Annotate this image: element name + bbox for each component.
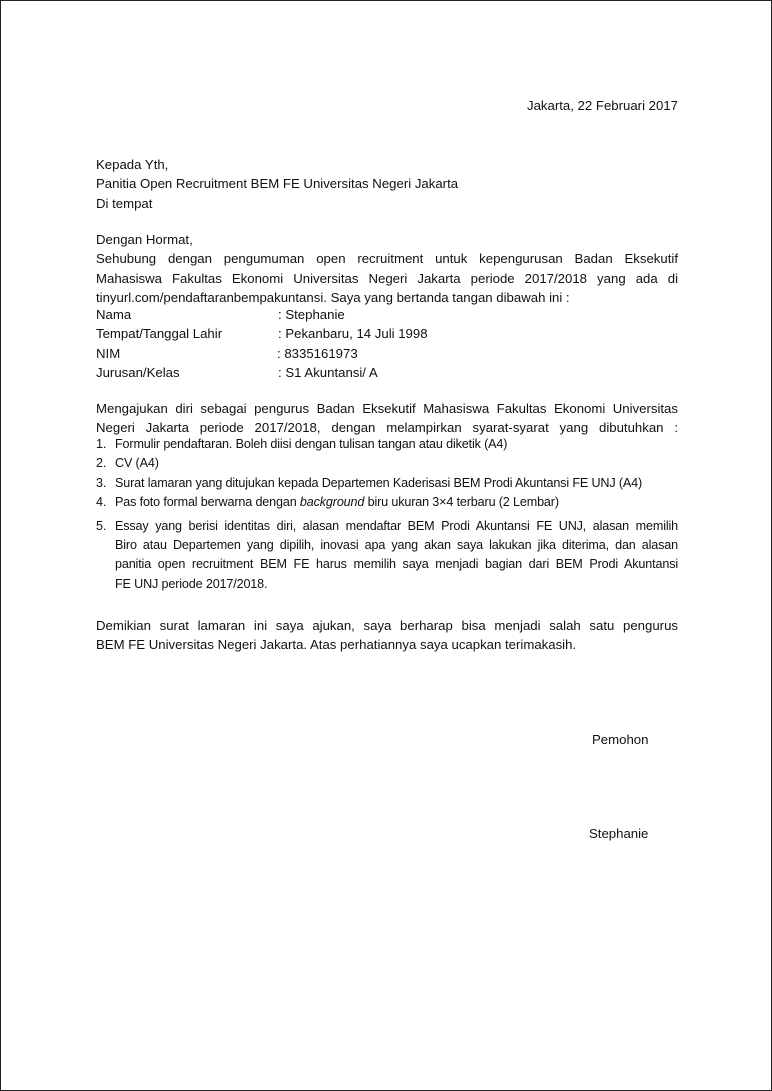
list-item (96, 435, 678, 454)
signature-name: Stephanie (589, 826, 649, 841)
list-item (96, 474, 678, 493)
list-text: Pas foto formal berwarna dengan (115, 495, 300, 510)
intro-line: Mahasiswa Fakultas Ekonomi Universitas Negeri Jakarta periode 2017/2018 yang ada di (96, 270, 678, 286)
list-text: biru ukuran 3×4 terbaru (2 Lembar) (364, 495, 559, 510)
field-row (96, 363, 678, 382)
recipient-block (96, 155, 678, 213)
greeting: Dengan Hormat, (96, 232, 193, 247)
recipient-line: Di tempat (96, 195, 153, 211)
intro-line: tinyurl.com/pendaftaranbempakuntansi. Saya yang bertanda tangan dibawah ini : (96, 290, 570, 306)
list-number: 4. (96, 495, 107, 510)
intro-block (96, 230, 678, 308)
list-item (96, 493, 678, 512)
letter-date: Jakarta, 22 Februari 2017 (526, 98, 678, 113)
recipient-line: Panitia Open Recruitment BEM FE Universitas Negeri Jakarta (96, 176, 459, 192)
list-text: Formulir pendaftaran. Boleh diisi dengan tulisan tangan atau diketik (A4) (115, 437, 508, 451)
field-label: Tempat/Tanggal Lahir (96, 326, 223, 342)
list-text-line: panitia open recruitment BEM FE harus memilih saya menjadi bagian dari BEM Prodi Akuntansi (115, 557, 678, 572)
intro-line: Sehubung dengan pengumuman open recruitment untuk kepengurusan Badan Eksekutif (96, 251, 678, 267)
application-line: Negeri Jakarta periode 2017/2018, dengan melampirkan syarat-syarat yang dibutuhkan : (96, 420, 678, 436)
closing-block (96, 616, 678, 655)
closing-line: BEM FE Universitas Negeri Jakarta. Atas perhatiannya saya ucapkan terimakasih. (96, 637, 577, 653)
list-number: 3. (96, 475, 107, 490)
field-value: : Pekanbaru, 14 Juli 1998 (278, 326, 428, 342)
field-value: : S1 Akuntansi/ A (278, 365, 378, 381)
applicant-fields (96, 305, 678, 383)
field-value: : Stephanie (278, 307, 345, 322)
list-text: CV (A4) (115, 456, 159, 471)
application-line: Mengajukan diri sebagai pengurus Badan Eksekutif Mahasiswa Fakultas Ekonomi Universitas (96, 401, 678, 416)
list-number: 5. (96, 518, 107, 533)
field-row (96, 344, 678, 363)
list-number: 2. (96, 456, 107, 471)
application-block (96, 399, 678, 438)
recipient-line: Kepada Yth, (96, 157, 169, 172)
list-number: 1. (96, 437, 107, 451)
list-item (96, 454, 678, 473)
list-item (96, 517, 678, 595)
list-text-line: Essay yang berisi identitas diri, alasan mendaftar BEM Prodi Akuntansi FE UNJ, alasan memilih (115, 518, 678, 533)
closing-line: Demikian surat lamaran ini saya ajukan, saya berharap bisa menjadi salah satu pengurus (96, 618, 678, 633)
requirements-list (96, 435, 678, 594)
field-value: : 8335161973 (277, 345, 358, 361)
list-text-line: FE UNJ periode 2017/2018. (115, 576, 268, 591)
list-text: Surat lamaran yang ditujukan kepada Departemen Kaderisasi BEM Prodi Akuntansi FE UNJ (A4) (115, 475, 643, 490)
field-row (96, 324, 678, 343)
field-label: NIM (96, 345, 121, 361)
list-text-italic: background (299, 495, 365, 510)
field-label: Jurusan/Kelas (96, 365, 180, 381)
signature-title: Pemohon (592, 732, 649, 747)
list-text-line: Biro atau Departemen yang dipilih, inovasi apa yang akan saya lakukan jika diterima, dan alasan (115, 538, 678, 553)
field-row (96, 305, 678, 324)
field-label: Nama (96, 307, 132, 322)
